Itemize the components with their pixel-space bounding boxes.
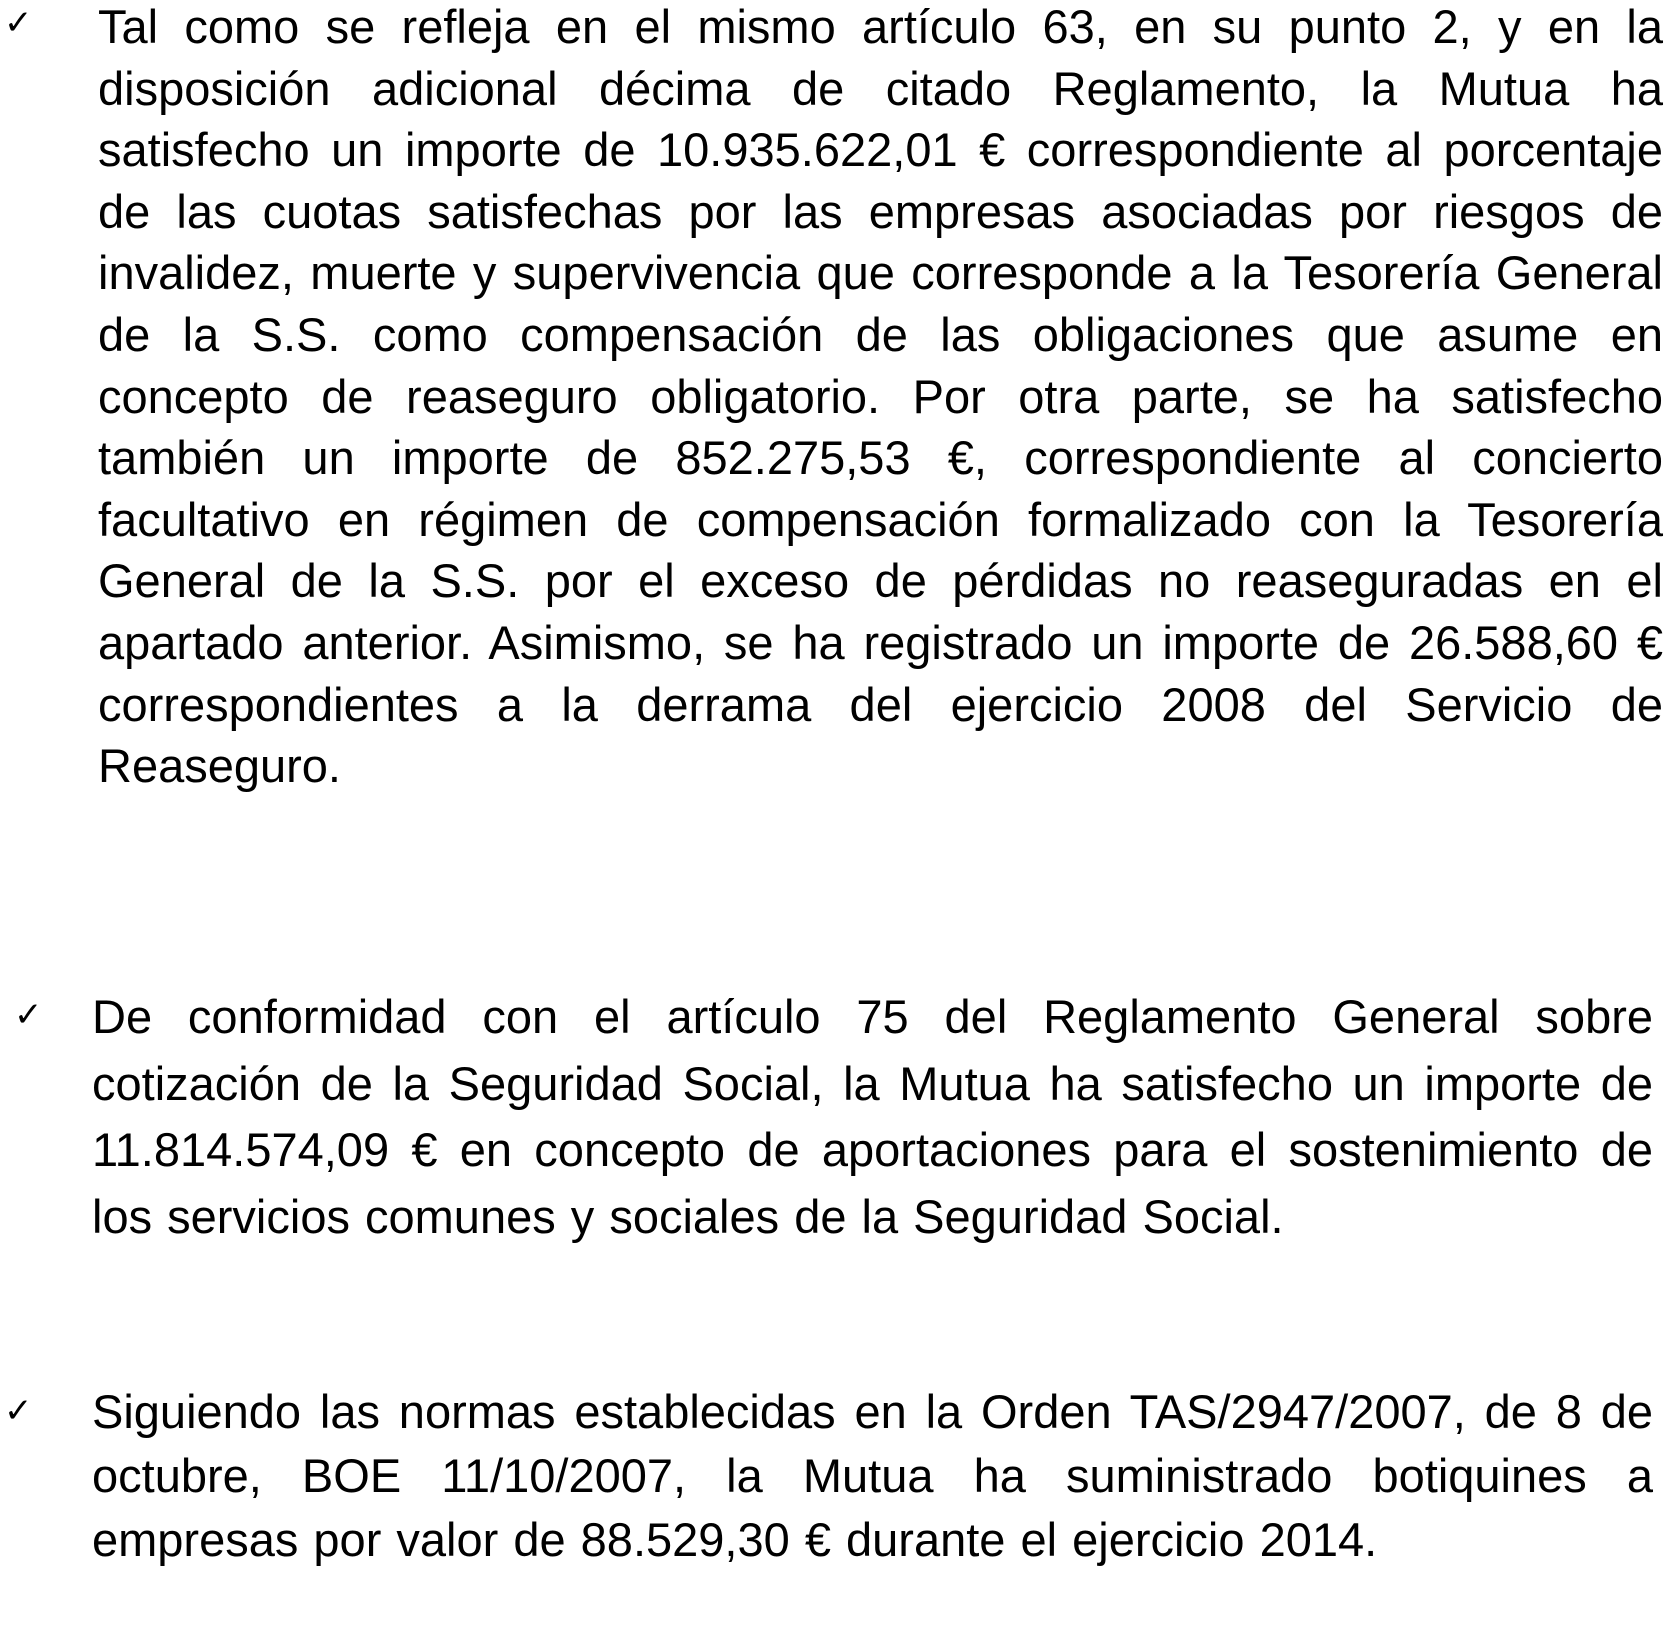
- checkmark-icon: ✓: [4, 3, 33, 43]
- list-item: [0, 1376, 1667, 1635]
- paragraph-aportaciones: De conformidad con el artículo 75 del Reglamento General sobre cotización de la Seguridad Social, la Mutua ha satisfecho un importe de 11.814.574,09 € en concepto de aportaciones para el sostenimiento de los servicios comunes y sociales de la Seguridad Social.: [92, 990, 1653, 1243]
- paragraph-reaseguro: Tal como se refleja en el mismo artículo 63, en su punto 2, y en la disposición adicional décima de citado Reglamento, la Mutua ha satisfecho un importe de 10.935.622,01 € correspondiente al porcentaje de las cuotas satisfechas por las empresas asociadas por riesgos de invalidez, muerte y supervivencia que corresponde a la Tesorería General de la S.S. como compensación de las obligaciones que asume en concepto de reaseguro obligatorio. Por otra parte, se ha satisfecho también un importe de 852.275,53 €, correspondiente al concierto facultativo en régimen de compensación formalizado con la Tesorería General de la S.S. por el exceso de pérdidas no reaseguradas en el apartado anterior. Asimismo, se ha registrado un importe de 26.588,60 € correspondientes a la derrama del ejercicio 2008 del Servicio de Reaseguro.: [98, 0, 1663, 793]
- checkmark-icon: ✓: [4, 1391, 33, 1431]
- list-item: [0, 980, 1667, 1310]
- paragraph-botiquines: Siguiendo las normas establecidas en la Orden TAS/2947/2007, de 8 de octubre, BOE 11/10/2007, la Mutua ha suministrado botiquines a empresas por valor de 88.529,30 € durante el ejercicio 2014.: [92, 1385, 1653, 1566]
- checkmark-icon: ✓: [14, 995, 43, 1035]
